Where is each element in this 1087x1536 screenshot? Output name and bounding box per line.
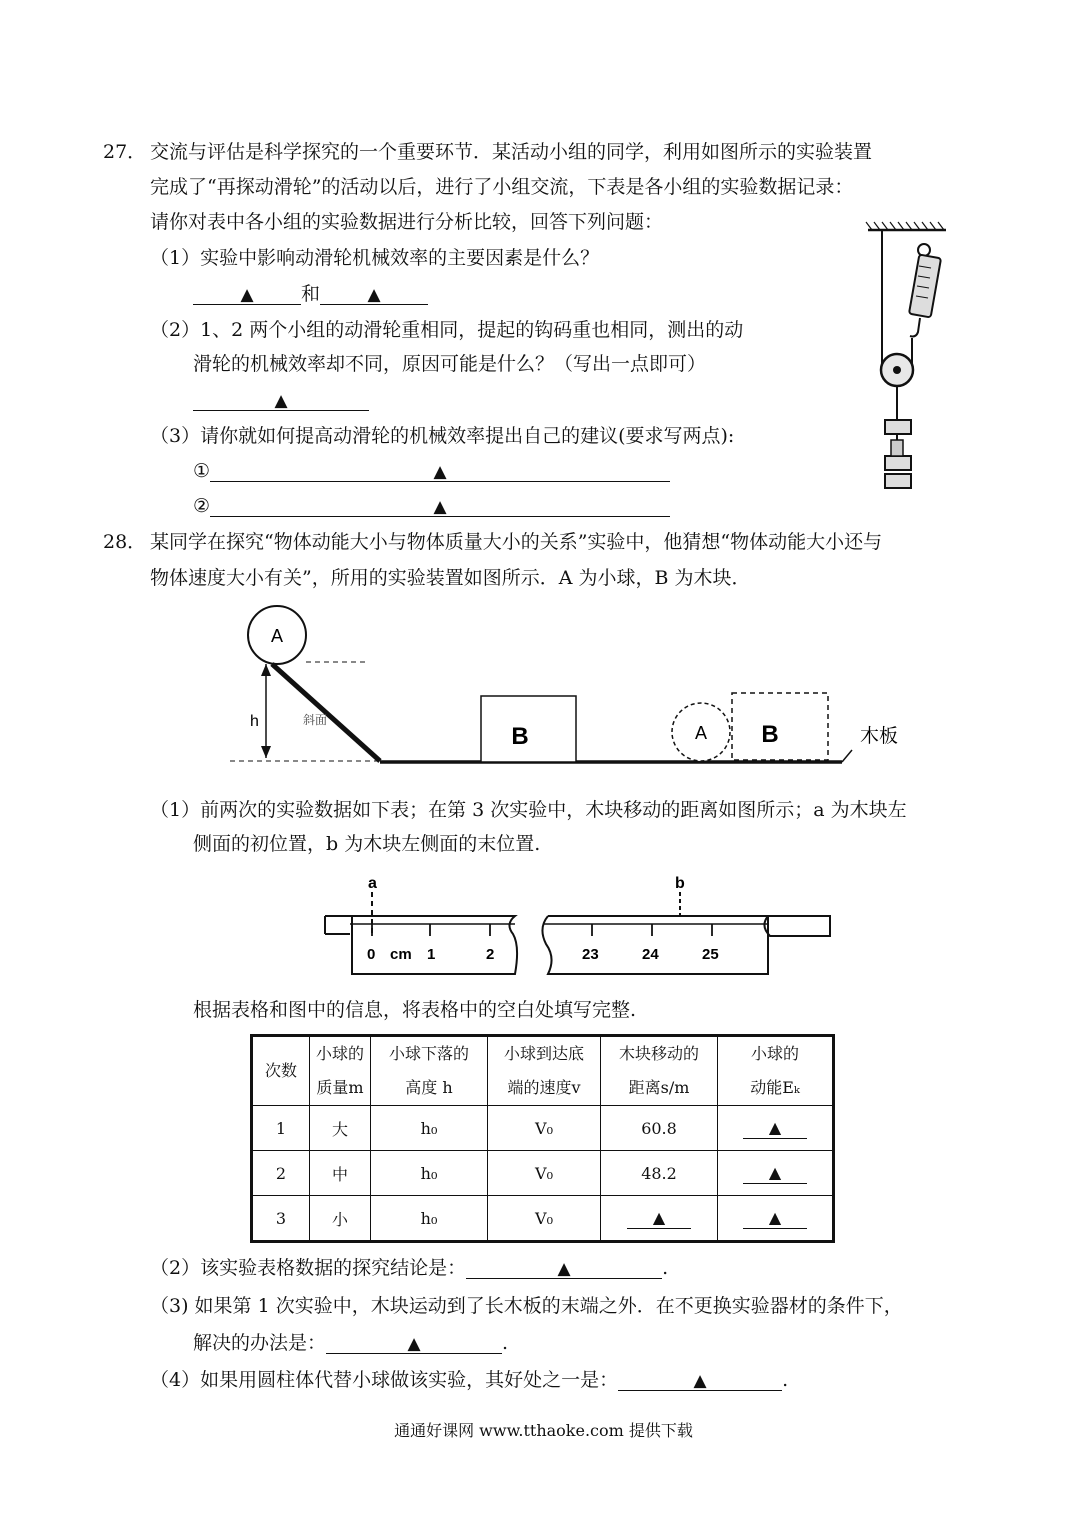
ruler-figure [320,866,835,984]
q28-part4: （4）如果用圆柱体代替小球做该实验，其好处之一是： ▲ . [150,1366,788,1394]
table-row [252,1151,834,1196]
q28-part1-line1: （1）前两次的实验数据如下表；在第 3 次实验中，木块移动的距离如图所示；a 为木块左 [150,799,907,821]
header-cell: 小球的 质量m [310,1036,371,1106]
header-cell: 小球的 动能Eₖ [718,1036,834,1106]
table-cell: V₀ [488,1196,601,1242]
table-cell: h₀ [371,1151,488,1196]
table-cell: 大 [310,1106,371,1151]
answer-blank[interactable]: ▲ [193,280,301,305]
height-h-label: h [250,713,259,730]
q27-stem-line3: 请你对表中各小组的实验数据进行分析比较，回答下列问题： [150,211,664,233]
and-word: 和 [301,283,321,305]
ruler-tick-23: 23 [582,946,599,963]
answer-blank[interactable]: ▲ [210,457,670,482]
table-cell: 2 [252,1151,310,1196]
answer-blank[interactable]: ▲ [326,1329,502,1354]
table-cell: 中 [310,1151,371,1196]
q27-part2-line1: （2）1、2 两个小组的动滑轮重相同，提起的钩码重也相同，测出的动 [150,319,744,341]
q27-suggestion-2: ② ▲ [193,492,670,520]
board-label: 木板 [860,726,899,747]
q27-part1: （1）实验中影响动滑轮机械效率的主要因素是什么？ [150,247,600,269]
q28-part1-line2: 侧面的初位置，b 为木块左侧面的末位置. [193,833,541,855]
table-cell: 小 [310,1196,371,1242]
table-answer-cell[interactable]: ▲ [601,1196,718,1242]
answer-blank[interactable]: ▲ [618,1366,782,1391]
incline-diagram [220,598,920,778]
table-cell: h₀ [371,1106,488,1151]
slope-label: 斜面 [303,713,328,727]
header-cell: 次数 [252,1036,310,1106]
q27-stem-line1: 交流与评估是科学探究的一个重要环节．某活动小组的同学，利用如图所示的实验装置 [150,141,873,163]
q28-stem-line2: 物体速度大小有关”，所用的实验装置如图所示．A 为小球，B 为木块． [150,567,751,589]
q28-stem-line1: 某同学在探究“物体动能大小与物体质量大小的关系”实验中，他猜想“物体动能大小还与 [150,531,883,553]
answer-blank[interactable]: ▲ [320,280,428,305]
table-cell: 1 [252,1106,310,1151]
q27-number: 27． [103,141,147,163]
ruler-tick-1: 1 [427,946,436,963]
q27-suggestion-1: ① ▲ [193,457,670,485]
page-footer: 通通好课网 www.tthaoke.com 提供下载 [394,1421,693,1440]
block-b-final-label: B [761,721,779,748]
table-intro: 根据表格和图中的信息，将表格中的空白处填写完整. [193,999,637,1021]
ball-a-final-label: A [694,723,708,743]
ruler-b-label: b [675,875,685,892]
answer-blank[interactable]: ▲ [193,386,369,411]
ruler-tick-25: 25 [702,946,719,963]
q28-number: 28． [103,531,147,553]
q27-part2-line2: 滑轮的机械效率却不同，原因可能是什么？（写出一点即可） [193,353,707,375]
q28-part3-line2: 解决的办法是： ▲ . [193,1329,508,1357]
block-b-label: B [511,723,529,750]
table-cell: h₀ [371,1196,488,1242]
table-cell: 3 [252,1196,310,1242]
table-header-row [252,1036,834,1106]
ruler-tick-2: 2 [486,946,495,963]
ball-a-label: A [270,626,284,646]
table-cell: 48.2 [601,1151,718,1196]
ruler-a-label: a [368,875,377,892]
ruler-tick-0: 0 [367,946,376,963]
answer-blank[interactable]: ▲ [466,1254,662,1279]
table-cell: 60.8 [601,1106,718,1151]
answer-blank[interactable]: ▲ [210,492,670,517]
table-row [252,1106,834,1151]
q27-part2-answer [193,386,369,414]
header-cell: 木块移动的 距离s/m [601,1036,718,1106]
table-answer-cell[interactable]: ▲ [718,1196,834,1242]
pulley-figure [862,220,952,500]
q27-part3: （3）请你就如何提高动滑轮的机械效率提出自己的建议(要求写两点): [150,425,735,447]
header-cell: 小球下落的 高度 h [371,1036,488,1106]
table-cell: V₀ [488,1106,601,1151]
table-answer-cell[interactable]: ▲ [718,1151,834,1196]
table-cell: V₀ [488,1151,601,1196]
header-cell: 小球到达底 端的速度v [488,1036,601,1106]
q28-part3-line1: （3) 如果第 1 次实验中，木块运动到了长木板的末端之外．在不更换实验器材的条件下， [150,1295,903,1317]
q27-stem-line2: 完成了“再探动滑轮”的活动以后，进行了小组交流，下表是各小组的实验数据记录： [150,176,854,198]
q27-part1-answer [193,280,428,308]
q28-part2: （2）该实验表格数据的探究结论是： ▲ . [150,1254,668,1282]
ruler-tick-24: 24 [642,946,659,963]
table-answer-cell[interactable]: ▲ [718,1106,834,1151]
table-row [252,1196,834,1242]
data-table [250,1034,835,1243]
ruler-unit: cm [390,946,412,963]
